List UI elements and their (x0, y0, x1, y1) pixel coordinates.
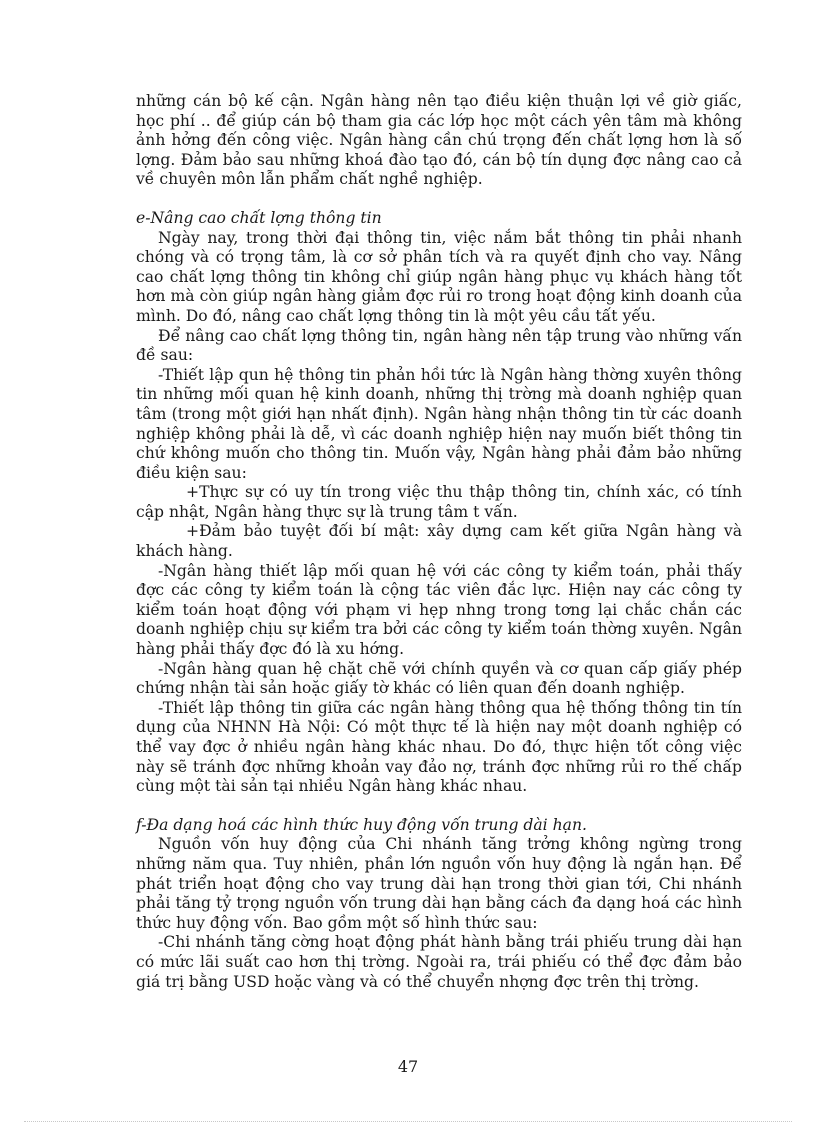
section-e-heading: e-Nâng cao chất lợng thông tin (136, 208, 382, 227)
document-body (136, 92, 742, 992)
section-e-paragraph-1: Ngày nay, trong thời đại thông tin, việc nắm bắt thông tin phải nhanh chóng và có trọng tâm, là cơ sở phân tích và ra quyết định cho vay. Nâng cao chất lợng thông tin không chỉ giúp ngân hàng phục vụ khách hàng tốt hơn mà còn giúp ngân hàng giảm đợc rủi ro trong hoạt động kinh doanh của mình. Do đó, nâng cao chất lợng thông tin là một yêu cầu tất yếu. (136, 228, 742, 325)
intro-paragraph: những cán bộ kế cận. Ngân hàng nên tạo điều kiện thuận lợi về giờ giấc, học phí .. để giúp cán bộ tham gia các lớp học một cách yên tâm mà không ảnh hởng đến công việc. Ngân hàng cần chú trọng đến chất lợng hơn là số lợng. Đảm bảo sau những khoá đào tạo đó, cán bộ tín dụng đợc nâng cao cả về chuyên môn lẫn phẩm chất nghề nghiệp. (136, 92, 742, 189)
section-e-paragraph-2: Để nâng cao chất lợng thông tin, ngân hàng nên tập trung vào những vấn đề sau: (136, 326, 742, 365)
section-e-paragraph-4: +Thực sự có uy tín trong việc thu thập thông tin, chính xác, có tính cập nhật, Ngân hàng thực sự là trung tâm t vấn. (136, 483, 742, 521)
section-f-paragraph-1: Nguồn vốn huy động của Chi nhánh tăng trởng không ngừng trong những năm qua. Tuy nhiên, phần lớn nguồn vốn huy động là ngắn hạn. Để phát triển hoạt động cho vay trung dài hạn trong thời gian tới, Chi nhánh phải tăng tỷ trọng nguồn vốn trung dài hạn bằng cách đa dạng hoá các hình thức huy động vốn. Bao gồm một số hình thức sau: (136, 835, 742, 932)
section-f-paragraph-2: -Chi nhánh tăng cờng hoạt động phát hành bằng trái phiếu trung dài hạn có mức lãi suất cao hơn thị trờng. Ngoài ra, trái phiếu có thể đợc đảm bảo giá trị bằng USD hoặc vàng và có thể chuyển nhợng đợc trên thị trờng. (136, 933, 742, 991)
page-bottom-divider (24, 1121, 792, 1122)
section-e-paragraph-6: -Ngân hàng thiết lập mối quan hệ với các công ty kiểm toán, phải thấy đợc các công ty kiểm toán là cộng tác viên đắc lực. Hiện nay các công ty kiểm toán hoạt động với phạm vi hẹp nhng trong tơng lại chắc chắn các doanh nghiệp chịu sự kiểm tra bởi các công ty kiểm toán thờng xuyên. Ngân hàng phải thấy đợc đó là xu hớng. (136, 561, 742, 659)
section-e-paragraph-3: -Thiết lập qun hệ thông tin phản hồi tức là Ngân hàng thờng xuyên thông tin những mối quan hệ kinh doanh, những thị trờng mà doanh nghiệp quan tâm (trong một giới hạn nhất định). Ngân hàng nhận thông tin từ các doanh nghiệp không phải là dễ, vì các doanh nghiệp hiện nay muốn biết thông tin chứ không muốn cho thông tin. Muốn vậy, Ngân hàng phải đảm bảo những điều kiện sau: (136, 365, 742, 482)
page-number: 47 (397, 1057, 419, 1076)
section-gap (136, 190, 742, 209)
section-e-paragraph-7: -Ngân hàng quan hệ chặt chẽ với chính quyền và cơ quan cấp giấy phép chứng nhận tài sản hoặc giấy tờ khác có liên quan đến doanh nghiệp. (136, 659, 742, 698)
section-gap (136, 797, 742, 816)
section-e-paragraph-5: +Đảm bảo tuyệt đối bí mật: xây dựng cam kết giữa Ngân hàng và khách hàng. (136, 522, 742, 561)
section-f-heading: f-Đa dạng hoá các hình thức huy động vốn trung dài hạn. (136, 815, 587, 834)
section-e-paragraph-8: -Thiết lập thông tin giữa các ngân hàng thông qua hệ thống thông tin tín dụng của NHNN Hà Nội: Có một thực tế là hiện nay một doanh nghiệp có thể vay đợc ở nhiều ngân hàng khác nhau. Do đó, thực hiện tốt công việc này sẽ tránh đợc những khoản vay đảo nợ, tránh đợc những rủi ro thế chấp cùng một tài sản tại nhiều Ngân hàng khác nhau. (136, 698, 742, 796)
